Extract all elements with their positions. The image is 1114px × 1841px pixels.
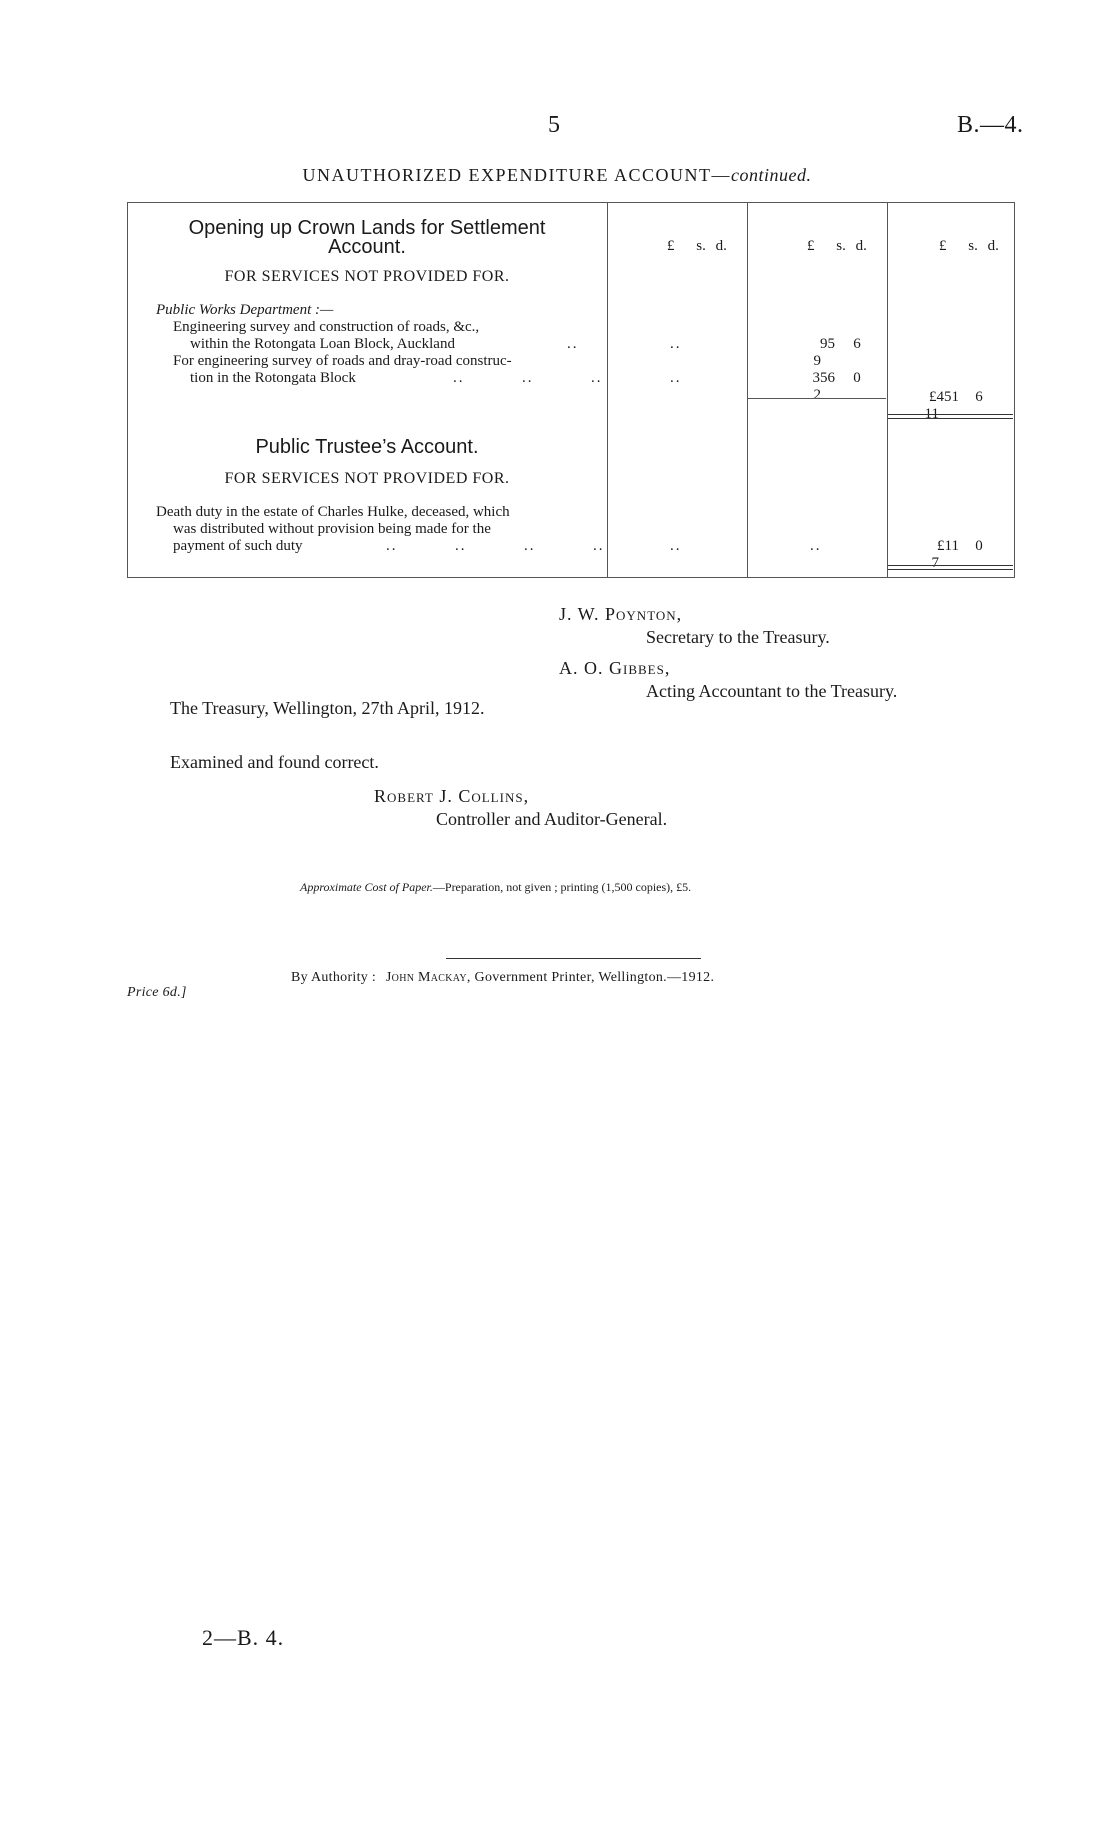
- signatory-gibbes: [559, 658, 670, 679]
- total-pence: 11: [924, 406, 939, 422]
- leader-dots: .. .. .. ..: [386, 538, 605, 554]
- amount-pence: 2: [813, 387, 821, 403]
- printer-imprint: [291, 970, 714, 986]
- empty-amount: ..: [670, 370, 682, 386]
- pence-label: d.: [987, 238, 999, 254]
- entry-text: within the Rotongata Loan Block, Auckland: [190, 336, 455, 352]
- section-title-crown-lands: [137, 219, 597, 257]
- entry-line: Engineering survey and construction of roads, &c.,: [173, 319, 480, 335]
- entry-amount: [803, 336, 877, 370]
- section-subtitle: FOR SERVICES NOT PROVIDED FOR.: [224, 268, 510, 285]
- printer-details: Government Printer, Wellington.—1912.: [474, 970, 715, 985]
- expenditure-entry: [173, 353, 603, 387]
- pound-label: £: [807, 238, 815, 254]
- price-label: Price 6d.]: [127, 985, 187, 1000]
- title-suffix: continued.: [731, 165, 812, 185]
- column-header-1: [667, 238, 727, 255]
- signature-mark: 2—B. 4.: [202, 1625, 285, 1650]
- empty-amount: ..: [810, 538, 822, 554]
- amount-shillings: 6: [853, 336, 861, 352]
- authority-label: By Authority :: [291, 970, 377, 985]
- shilling-label: s.: [836, 238, 846, 254]
- amount-shillings: 0: [853, 370, 861, 386]
- total-shillings: 6: [975, 389, 983, 405]
- entry-line: [173, 370, 603, 387]
- column-divider: [747, 202, 748, 578]
- section-title-public-trustee: Public Trustee’s Account.: [255, 436, 479, 458]
- entry-line: For engineering survey of roads and dray-road construc-: [173, 353, 512, 369]
- signatory-title: Controller and Auditor-General.: [436, 809, 668, 829]
- signatory-poynton: [559, 604, 682, 625]
- amount-pence: 9: [813, 353, 821, 369]
- total-pence: 7: [931, 555, 939, 571]
- signatory-title: Acting Accountant to the Treasury.: [646, 681, 898, 701]
- amount-pounds: 95: [820, 336, 835, 352]
- entry-line: was distributed without provision being made for the: [173, 521, 491, 537]
- entry-line: [156, 538, 605, 555]
- section-subtitle: FOR SERVICES NOT PROVIDED FOR.: [224, 470, 510, 487]
- signatory-name: J. W. Poynton,: [559, 604, 683, 624]
- signatory-title: Secretary to the Treasury.: [646, 627, 830, 647]
- amount-pounds: 356: [812, 370, 835, 386]
- cost-text: —Preparation, not given ; printing (1,500 copies), £5.: [432, 880, 692, 894]
- pence-label: d.: [715, 238, 727, 254]
- leader-dots: .. .. ..: [453, 370, 603, 386]
- pence-label: d.: [855, 238, 867, 254]
- page-title: [0, 165, 1114, 186]
- treasury-date-line: The Treasury, Wellington, 27th April, 1912.: [170, 698, 485, 718]
- ledger-bottom-rule: [127, 577, 1015, 578]
- signatory-name: A. O. Gibbes,: [559, 658, 671, 678]
- ledger-left-rule: [127, 202, 128, 578]
- page-number: 5: [548, 112, 560, 138]
- department-heading: Public Works Department :—: [156, 302, 334, 318]
- total-pounds: £451: [929, 389, 959, 405]
- signatory-name: Robert J. Collins,: [374, 786, 530, 806]
- empty-amount: ..: [670, 538, 682, 554]
- document-reference: B.—4.: [957, 112, 1024, 138]
- pound-label: £: [939, 238, 947, 254]
- expenditure-entry: [173, 319, 593, 353]
- expenditure-ledger: [127, 202, 1015, 578]
- shilling-label: s.: [968, 238, 978, 254]
- shilling-label: s.: [696, 238, 706, 254]
- title-main: UNAUTHORIZED EXPENDITURE ACCOUNT—: [302, 165, 731, 185]
- column-header-3: [939, 238, 999, 255]
- empty-amount: ..: [670, 336, 682, 352]
- column-divider: [607, 202, 608, 578]
- ledger-top-rule: [127, 202, 1015, 203]
- column-header-2: [807, 238, 867, 255]
- section-title-line: Opening up Crown Lands for Settlement: [188, 217, 546, 239]
- printer-name: John Mackay,: [385, 970, 471, 985]
- total-shillings: 0: [975, 538, 983, 554]
- expenditure-entry: [156, 504, 605, 555]
- entry-text: tion in the Rotongata Block: [190, 370, 356, 386]
- section-title-line: Account.: [328, 236, 406, 258]
- ledger-right-rule: [1014, 202, 1015, 578]
- leader-dots: ..: [567, 336, 579, 352]
- pound-label: £: [667, 238, 675, 254]
- paper-cost-note: [300, 880, 691, 895]
- column-divider: [887, 202, 888, 578]
- entry-line: [173, 336, 593, 353]
- cost-label: Approximate Cost of Paper.: [300, 880, 433, 894]
- total-double-rule: [888, 414, 1013, 419]
- total-pounds: £11: [937, 538, 959, 554]
- total-double-rule: [888, 565, 1013, 570]
- entry-line: Death duty in the estate of Charles Hulke, deceased, which: [156, 504, 510, 520]
- examined-statement: Examined and found correct.: [170, 752, 379, 772]
- entry-text: payment of such duty: [173, 538, 303, 554]
- subtotal-rule: [748, 398, 886, 399]
- imprint-rule: [446, 958, 701, 959]
- signatory-collins: [374, 786, 529, 807]
